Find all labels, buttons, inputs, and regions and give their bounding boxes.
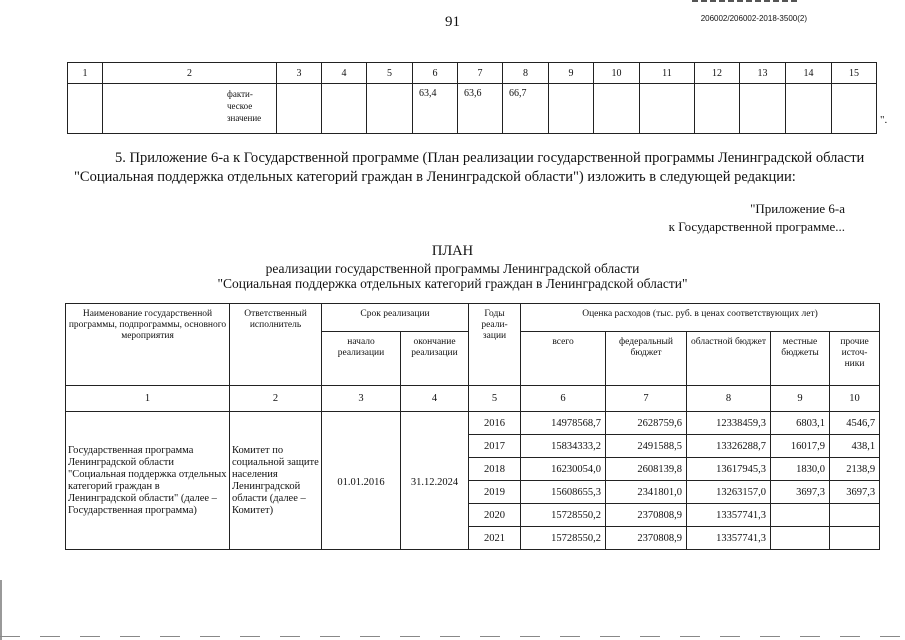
table-cell	[277, 84, 322, 134]
table-cell: 63,6	[458, 84, 503, 134]
table-cell: 1	[66, 386, 230, 412]
document-code: 206002/206002-2018-3500(2)	[700, 14, 807, 23]
other-cell	[830, 527, 880, 550]
regional-cell: 13357741,3	[687, 504, 771, 527]
total-cell: 14978568,7	[521, 412, 606, 435]
appendix-title: "Приложение 6-а	[750, 201, 845, 216]
table-cell: 8	[503, 63, 549, 84]
plan-subtitle-program: "Социальная поддержка отдельных категорий граждан в Ленинградской области"	[217, 276, 688, 291]
header-executor: Ответственный исполнитель	[230, 304, 322, 386]
closing-quote: ".	[880, 114, 888, 126]
table-cell	[740, 84, 786, 134]
regional-cell: 13326288,7	[687, 435, 771, 458]
regional-cell: 12338459,3	[687, 412, 771, 435]
table-cell	[695, 84, 740, 134]
federal-cell: 2341801,0	[606, 481, 687, 504]
other-cell	[830, 504, 880, 527]
indicator-label-cell	[103, 84, 277, 134]
table-cell: 5	[469, 386, 521, 412]
scan-edge	[0, 580, 2, 640]
table-cell: 2	[103, 63, 277, 84]
local-cell: 6803,1	[771, 412, 830, 435]
scan-bottom-edge	[0, 636, 905, 637]
table-cell: 13	[740, 63, 786, 84]
table-header-row	[68, 63, 877, 84]
year-cell: 2018	[469, 458, 521, 481]
table-cell: 63,4	[413, 84, 458, 134]
column-number-row	[66, 386, 880, 412]
header-total: всего	[521, 332, 606, 386]
label-line: факти-	[227, 89, 253, 99]
federal-cell: 2370808,9	[606, 527, 687, 550]
table-cell: 4	[322, 63, 367, 84]
table-cell: 7	[606, 386, 687, 412]
table-cell: 6	[413, 63, 458, 84]
federal-cell: 2608139,8	[606, 458, 687, 481]
paragraph-line-1: 5. Приложение 6-а к Государственной программе (План реализации государственной программы Ленинградской области	[115, 150, 865, 166]
page-number: 91	[445, 14, 460, 30]
table-cell: 5	[367, 63, 413, 84]
other-cell: 4546,7	[830, 412, 880, 435]
table-row	[68, 84, 877, 134]
other-cell: 2138,9	[830, 458, 880, 481]
table-cell	[367, 84, 413, 134]
federal-cell: 2491588,5	[606, 435, 687, 458]
year-cell: 2016	[469, 412, 521, 435]
header-start: начало реализации	[322, 332, 401, 386]
table-cell: 7	[458, 63, 503, 84]
total-cell: 15728550,2	[521, 527, 606, 550]
header-regional: областной бюджет	[687, 332, 771, 386]
other-cell: 3697,3	[830, 481, 880, 504]
plan-title: ПЛАН	[431, 243, 474, 259]
label-line: значение	[227, 113, 262, 123]
local-cell: 3697,3	[771, 481, 830, 504]
header-other: прочие источ- ники	[830, 332, 880, 386]
total-cell: 16230054,0	[521, 458, 606, 481]
table-header-row	[66, 304, 880, 332]
table-cell: 8	[687, 386, 771, 412]
table-cell: 10	[594, 63, 640, 84]
table-cell	[594, 84, 640, 134]
header-period: Срок реализации	[322, 304, 469, 332]
federal-cell: 2628759,6	[606, 412, 687, 435]
table-cell: 11	[640, 63, 695, 84]
end-date-cell: 31.12.2024	[401, 412, 469, 550]
local-cell: 16017,9	[771, 435, 830, 458]
table-cell: 66,7	[503, 84, 549, 134]
table-cell: 10	[830, 386, 880, 412]
start-date-cell: 01.01.2016	[322, 412, 401, 550]
header-estimate: Оценка расходов (тыс. руб. в ценах соответствующих лет)	[521, 304, 880, 332]
year-cell: 2019	[469, 481, 521, 504]
regional-cell: 13263157,0	[687, 481, 771, 504]
plan-table	[65, 303, 880, 550]
total-cell: 15608655,3	[521, 481, 606, 504]
table-cell	[322, 84, 367, 134]
appendix-reference: к Государственной программе...	[668, 219, 845, 234]
table-cell	[68, 84, 103, 134]
local-cell	[771, 504, 830, 527]
table-cell	[786, 84, 832, 134]
local-cell	[771, 527, 830, 550]
header-name: Наименование государственной программы, подпрограммы, основного мероприятия	[66, 304, 230, 386]
federal-cell: 2370808,9	[606, 504, 687, 527]
executor-cell: Комитет по социальной защите населения Ленинградской области (далее – Комитет)	[230, 412, 322, 550]
year-cell: 2020	[469, 504, 521, 527]
other-cell: 438,1	[830, 435, 880, 458]
table-cell: 4	[401, 386, 469, 412]
paragraph-line-2: "Социальная поддержка отдельных категорий граждан в Ленинградской области") изложить в следующей редакции:	[74, 169, 796, 185]
table-cell: 14	[786, 63, 832, 84]
table-cell: 3	[277, 63, 322, 84]
table-cell	[640, 84, 695, 134]
table-cell	[549, 84, 594, 134]
total-cell: 15834333,2	[521, 435, 606, 458]
table-cell: 6	[521, 386, 606, 412]
header-federal: федеральный бюджет	[606, 332, 687, 386]
table-cell: 2	[230, 386, 322, 412]
plan-subtitle: реализации государственной программы Ленинградской области	[265, 261, 640, 276]
year-cell: 2017	[469, 435, 521, 458]
label-line: ческое	[227, 101, 253, 111]
table-cell: 12	[695, 63, 740, 84]
local-cell: 1830,0	[771, 458, 830, 481]
table-cell: 9	[549, 63, 594, 84]
total-cell: 15728550,2	[521, 504, 606, 527]
scan-artifact	[692, 0, 797, 2]
year-cell: 2021	[469, 527, 521, 550]
header-end: окончание реализации	[401, 332, 469, 386]
header-local: местные бюджеты	[771, 332, 830, 386]
table-cell: 9	[771, 386, 830, 412]
table-cell: 3	[322, 386, 401, 412]
regional-cell: 13357741,3	[687, 527, 771, 550]
continued-table	[67, 62, 877, 134]
table-cell	[832, 84, 877, 134]
header-years: Годы реали- зации	[469, 304, 521, 386]
table-row	[66, 412, 880, 435]
table-cell: 15	[832, 63, 877, 84]
regional-cell: 13617945,3	[687, 458, 771, 481]
program-name-cell: Государственная программа Ленинградской области "Социальная поддержка отдельных категорий граждан в Ленинградской области" (далее – Государственная программа)	[66, 412, 230, 550]
table-cell: 1	[68, 63, 103, 84]
